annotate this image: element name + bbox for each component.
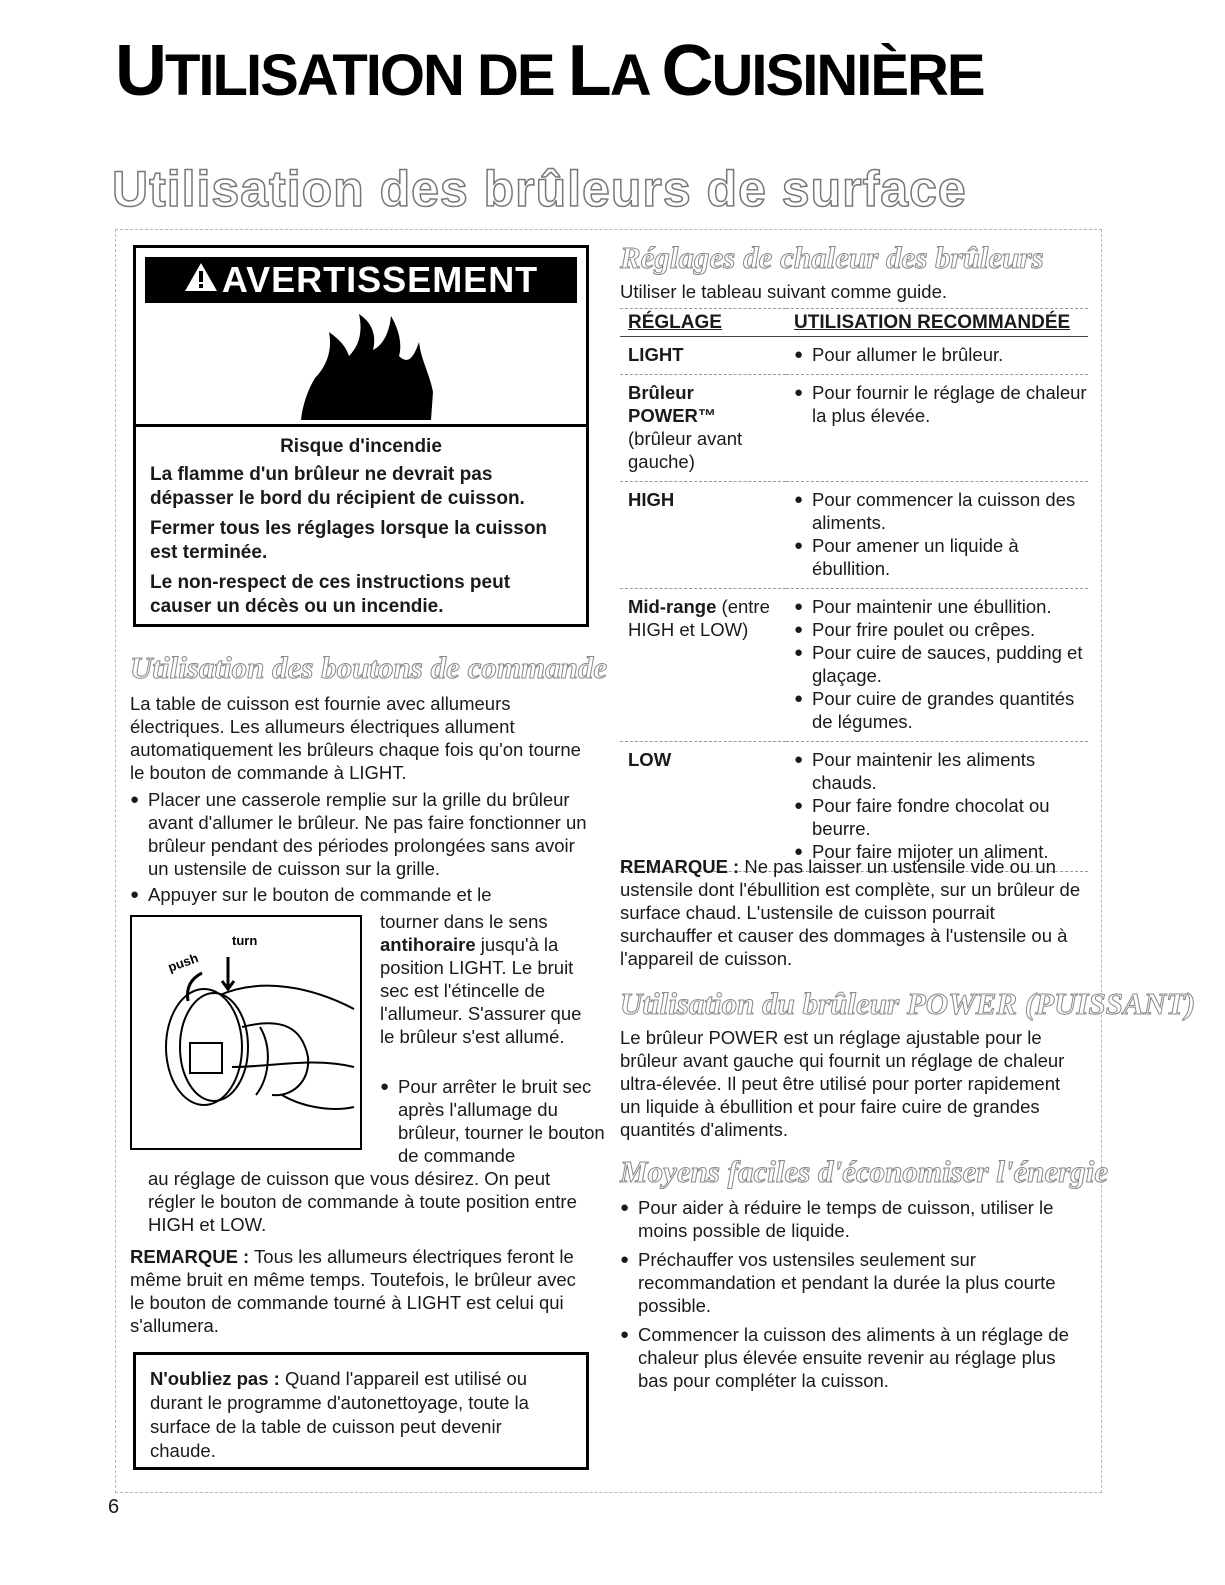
list-item: ● Commencer la cuisson des aliments à un réglage de chaleur plus élevée ensuite revenir au réglage plus bas pour compléter la cuisson.	[620, 1323, 1088, 1392]
column-header-use: UTILISATION RECOMMANDÉE	[786, 309, 1088, 337]
section-title: Utilisation des brûleurs de surface	[112, 161, 967, 217]
remember-box: N'oubliez pas : Quand l'appareil est utilisé ou durant le programme d'autonettoyage, toute la surface de la table de cuisson peut devenir chaude.	[133, 1352, 589, 1470]
warning-risk: Risque d'incendie	[280, 436, 442, 457]
warning-header	[145, 257, 577, 303]
list-item: ● Préchauffer vos ustensiles seulement sur recommandation et pendant la durée la plus courte possible.	[620, 1248, 1088, 1317]
column-header-setting: RÉGLAGE	[620, 309, 786, 337]
energy-bullets	[620, 1196, 1088, 1392]
push-label: push	[165, 950, 201, 975]
warning-triangle-icon	[184, 259, 218, 301]
warning-line: Fermer tous les réglages lorsque la cuisson est terminée.	[150, 518, 548, 563]
power-text: Le brûleur POWER est un réglage ajustable pour le brûleur avant gauche qui fournit un réglage de chaleur ultra-élevée. Il peut être utilisé pour porter rapidement un liquide à ébullition et pour faire cuire de grandes quantités d'aliments.	[620, 1027, 1065, 1140]
list-item: ● Pour arrêter le bruit sec après l'allumage du brûleur, tourner le bouton de commande	[380, 1075, 608, 1167]
heat-settings-table	[620, 308, 1088, 872]
knob-illustration	[130, 915, 362, 1150]
warning-title: AVERTISSEMENT	[221, 259, 539, 300]
warning-line: La flamme d'un brûleur ne devrait pas dépasser le bord du récipient de cuisson.	[150, 464, 525, 509]
warning-body	[136, 424, 586, 619]
table-row: Brûleur POWER™ (brûleur avant gauche) ● Pour fournir le réglage de chaleur la plus élevée.	[620, 375, 1088, 482]
warning-line: Le non-respect de ces instructions peut causer un décès ou un incendie.	[150, 572, 511, 617]
controls-bullets	[130, 788, 590, 906]
table-row: HIGH ● Pour commencer la cuisson des aliments. ● Pour amener un liquide à ébullition.	[620, 482, 1088, 589]
list-item: ● Placer une casserole remplie sur la grille du brûleur avant d'allumer le brûleur. Ne pas faire fonctionner un brûleur pendant des périodes prolongées sans avoir un ustensile de cuisson sur la grille.	[130, 788, 590, 880]
heat-note: REMARQUE : Ne pas laisser un ustensile vide ou un ustensile dont l'ébullition est complète, sur un brûleur de surface chaud. L'ustensile de cuisson pourrait surchauffer et causer des dommages à l'ustensile ou à l'appareil de cuisson.	[620, 856, 1081, 969]
controls-intro: La table de cuisson est fournie avec allumeurs électriques. Les allumeurs électriques allument automatiquement les brûleurs chaque fois qu'on tourne le bouton de commande à LIGHT.	[130, 693, 581, 783]
energy-heading: Moyens faciles d'économiser l'énergie	[620, 1154, 1109, 1189]
table-row: LOW ● Pour maintenir les aliments chauds. ● Pour faire fondre chocolat ou beurre. ● Pour faire mijoter un aliment.	[620, 742, 1088, 872]
knob-wrap-text: tourner dans le sens antihoraire jusqu'à la position LIGHT. Le bruit sec est l'étincelle de l'allumeur. S'assurer que le brûleur s'est allumé.	[380, 911, 582, 1047]
table-row: LIGHT ● Pour allumer le brûleur.	[620, 337, 1088, 375]
turn-label: turn	[232, 933, 258, 948]
warning-box	[133, 245, 589, 627]
controls-note: REMARQUE : Tous les allumeurs électriques feront le même bruit en même temps. Toutefois, le brûleur avec le bouton de commande tourné à LIGHT est celui qui s'allumera.	[130, 1246, 576, 1336]
heat-intro: Utiliser le tableau suivant comme guide.	[620, 281, 947, 302]
table-row: Mid-range (entre HIGH et LOW) ● Pour maintenir une ébullition. ● Pour frire poulet ou crêpes. ● Pour cuire de sauces, pudding et glaçage. ● Pour cuire de grandes quantités de légumes.	[620, 589, 1088, 742]
list-item: ● Pour aider à réduire le temps de cuisson, utiliser le moins possible de liquide.	[620, 1196, 1088, 1242]
fire-icon	[136, 312, 586, 424]
controls-heading: Utilisation des boutons de commande	[130, 650, 608, 685]
power-heading: Utilisation du brûleur POWER (PUISSANT)	[620, 986, 1196, 1021]
controls-continuation: au réglage de cuisson que vous désirez. On peut régler le bouton de commande à toute position entre HIGH et LOW.	[148, 1168, 577, 1235]
heat-heading: Réglages de chaleur des brûleurs	[620, 240, 1044, 275]
page-title: UTILISATION DE LA CUISINIÈRE	[115, 31, 984, 111]
list-item: ● Appuyer sur le bouton de commande et le	[130, 883, 590, 906]
arrow-down-icon	[222, 957, 234, 989]
page-number: 6	[108, 1496, 120, 1518]
